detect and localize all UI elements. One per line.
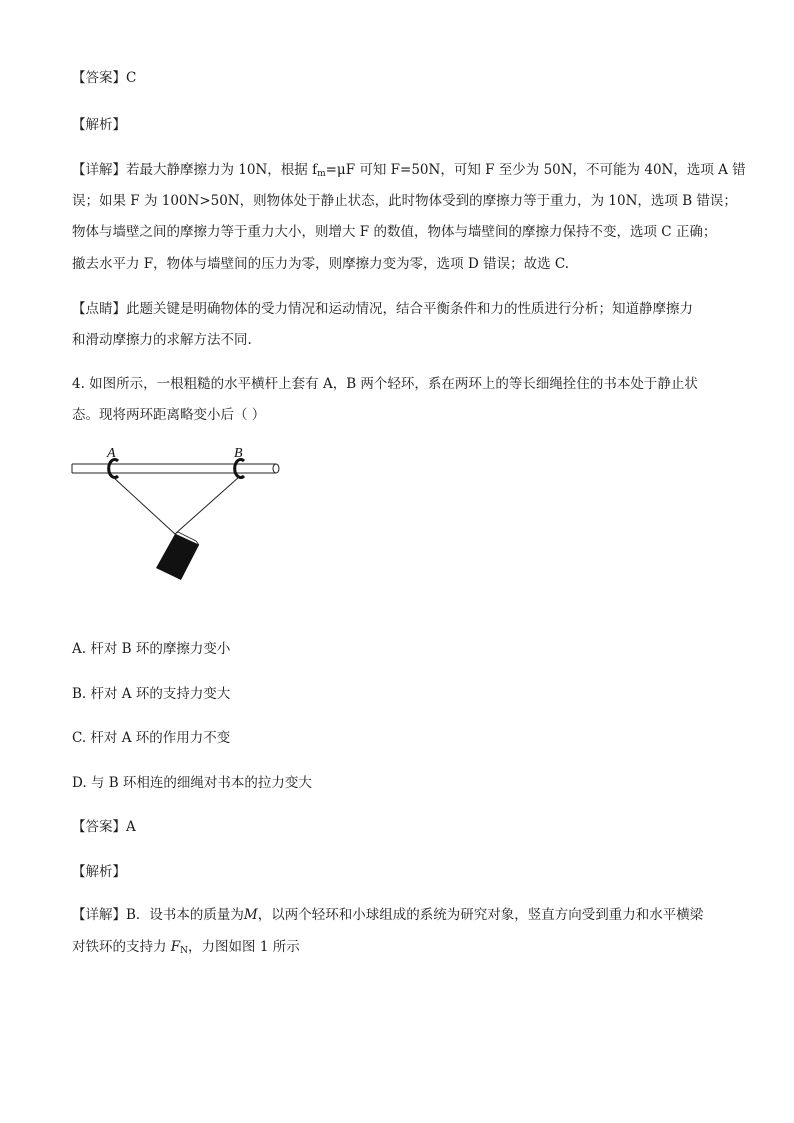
- ring-b-label: B: [234, 446, 243, 461]
- string-a: [113, 477, 175, 534]
- string-b: [175, 477, 239, 534]
- comment-text: 此题关键是明确物体的受力情况和运动情况，结合平衡条件和力的性质进行分析；知道静摩擦力: [126, 301, 693, 317]
- detail-text: 对铁环的支持力: [72, 939, 171, 955]
- answer-value: C: [126, 70, 137, 86]
- detail-label: 【详解】: [72, 162, 126, 178]
- answer-label: 【答案】: [72, 819, 126, 835]
- force-symbol: F: [170, 939, 181, 955]
- answer-line-1: [72, 66, 136, 86]
- detail-text: B．设书本的质量为: [126, 907, 244, 923]
- answer-line-2: [72, 815, 136, 835]
- force-subscript: N: [180, 946, 189, 956]
- detail-text: =μF 可知 F=50N，可知 F 至少为 50N，不可能为 40N，选项 A 错: [325, 162, 746, 178]
- rod-right-end: [273, 464, 279, 473]
- detail-line: 误；如果 F 为 100N>50N，则物体处于静止状态，此时物体受到的摩擦力等于重力，为 10N，选项 B 错误；: [72, 193, 737, 209]
- option-b: B. 杆对 A 环的支持力变大: [72, 686, 231, 702]
- analysis-label: 【解析】: [72, 117, 126, 133]
- question-line: 态。现将两环距离略变小后（ ）: [72, 407, 266, 423]
- comment-line: 和滑动摩擦力的求解方法不同.: [72, 332, 252, 348]
- detail-text: ，力图如图 1 所示: [188, 939, 300, 955]
- detail-line: 撤去水平力 F，物体与墙壁间的压力为零，则摩擦力变为零，选项 D 错误；故选 C.: [72, 256, 569, 272]
- subscript-m: m: [317, 169, 326, 179]
- detail-line: [72, 935, 300, 956]
- detail-text: ，以两个轻环和小球组成的系统为研究对象，竖直方向受到重力和水平横梁: [257, 907, 704, 923]
- detail-label: 【详解】: [72, 907, 126, 923]
- detail-line: 物体与墙壁之间的摩擦力等于重力大小，则增大 F 的数值，物体与墙壁间的摩擦力保持不变，选项 C 正确；: [72, 224, 717, 240]
- answer-value: A: [126, 819, 136, 835]
- ring-a: [109, 460, 118, 478]
- mass-symbol: M: [243, 907, 258, 923]
- comment-line: [72, 297, 693, 317]
- analysis-label: 【解析】: [72, 864, 126, 880]
- option-a: A. 杆对 B 环的摩擦力变小: [72, 641, 231, 657]
- ring-rod-book-figure: [66, 438, 286, 588]
- question-line: 4. 如图所示，一根粗糙的水平横杆上套有 A，B 两个轻环，系在两环上的等长细绳拴住的书本处于静止状: [72, 376, 698, 392]
- analysis-heading-2: [72, 860, 126, 880]
- detail-line: [72, 903, 703, 923]
- analysis-heading-1: [72, 113, 126, 133]
- answer-label: 【答案】: [72, 70, 126, 86]
- detail-text: 若最大静摩擦力为 10N，根据 f: [126, 162, 318, 178]
- option-c: C. 杆对 A 环的作用力不变: [72, 730, 231, 746]
- comment-label: 【点睛】: [72, 301, 126, 317]
- ring-a-label: A: [107, 446, 116, 461]
- ring-b: [235, 460, 244, 478]
- detail-line: [72, 158, 746, 179]
- option-d: D. 与 B 环相连的细绳对书本的拉力变大: [72, 775, 312, 791]
